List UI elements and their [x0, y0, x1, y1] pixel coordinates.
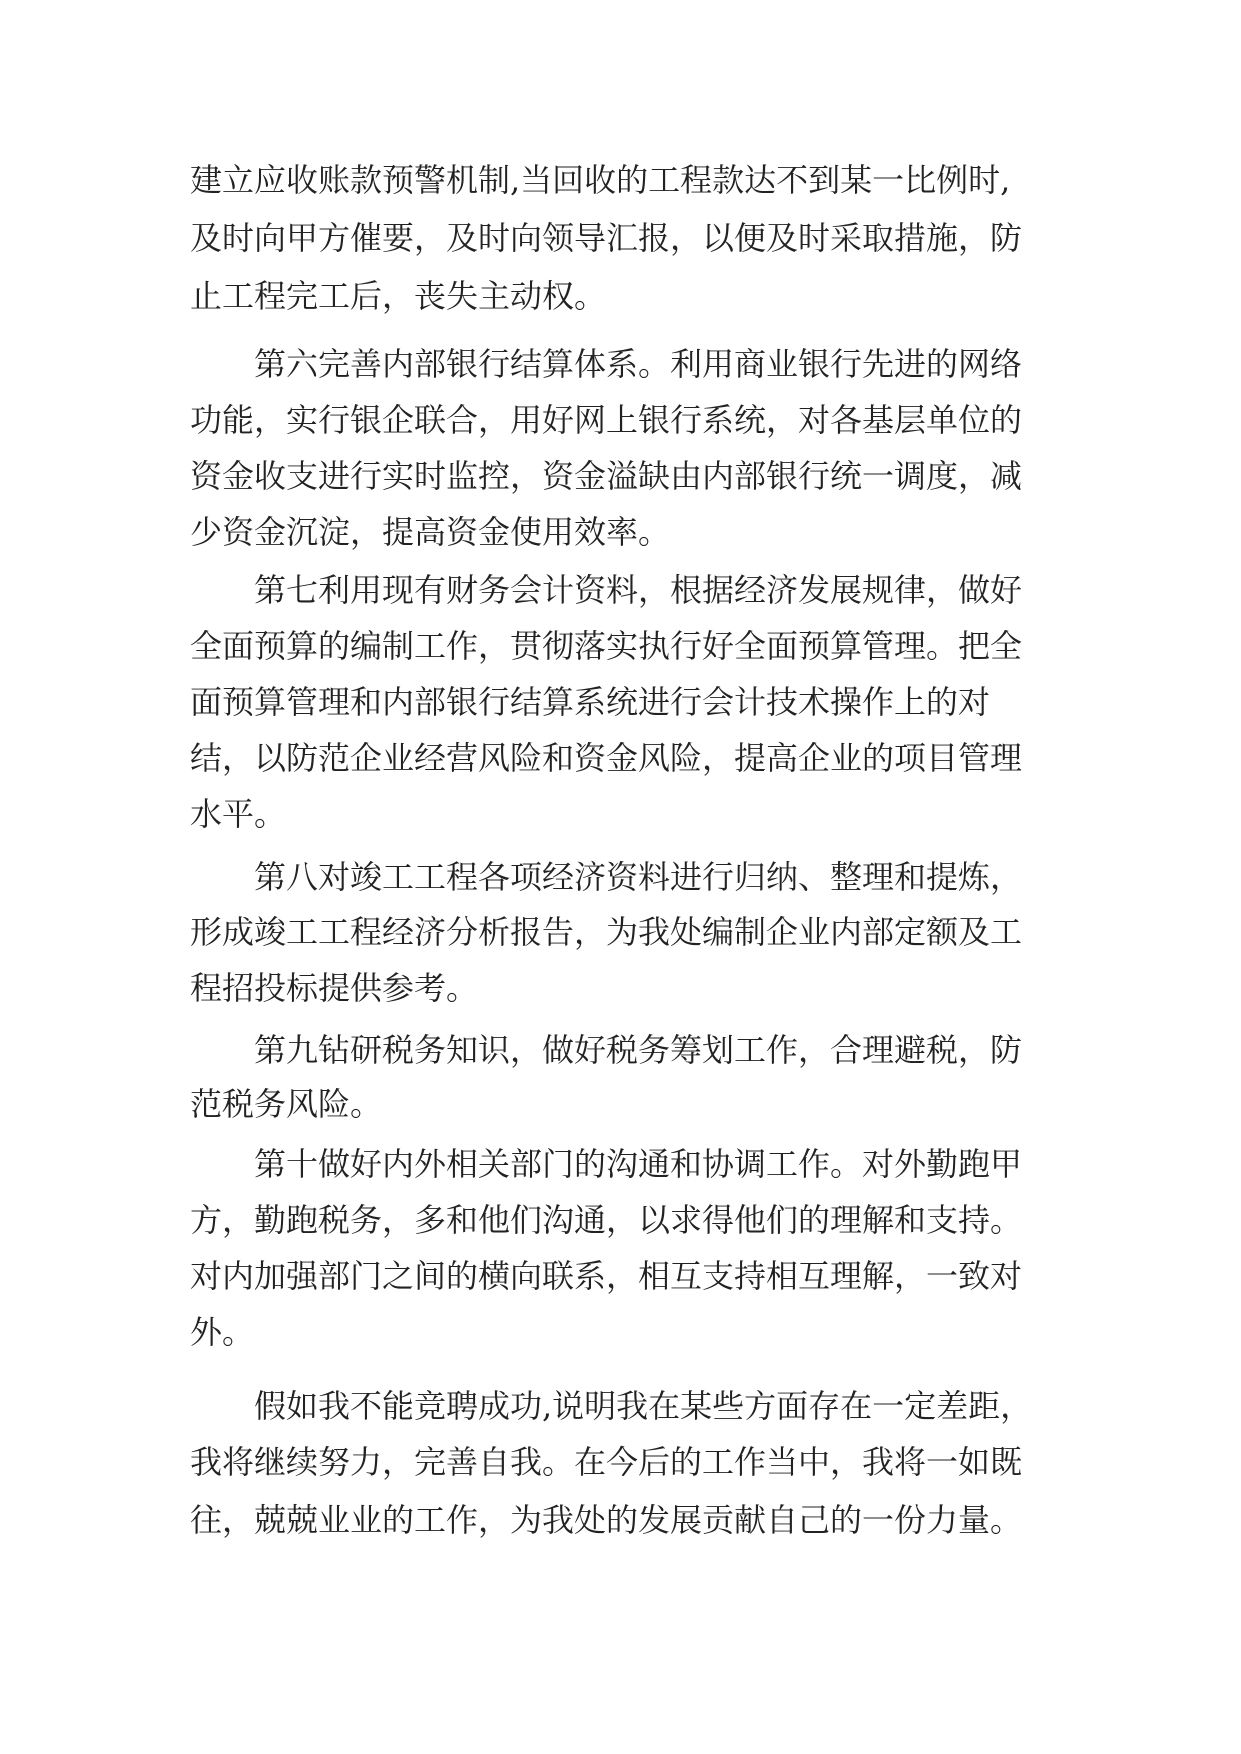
text-line: 程招投标提供参考。 — [190, 969, 479, 1007]
paragraph-first-line: 第六完善内部银行结算体系。利用商业银行先进的网络 — [254, 345, 1023, 383]
text-line: 方，勤跑税务，多和他们沟通，以求得他们的理解和支持。 — [190, 1201, 1023, 1239]
paragraph-first-line: 第七利用现有财务会计资料，根据经济发展规律，做好 — [254, 571, 1023, 609]
text-line: 外。 — [190, 1313, 255, 1351]
text-line: 止工程完工后，丧失主动权。 — [190, 277, 607, 315]
text-line: 及时向甲方催要，及时向领导汇报，以便及时采取措施，防 — [190, 219, 1023, 257]
text-line: 范税务风险。 — [190, 1085, 383, 1123]
paragraph-first-line: 假如我不能竞聘成功,说明我在某些方面存在一定差距， — [254, 1387, 1033, 1425]
text-line: 少资金沉淀，提高资金使用效率。 — [190, 513, 671, 551]
text-line: 形成竣工工程经济分析报告，为我处编制企业内部定额及工 — [190, 913, 1023, 951]
paragraph-first-line: 第九钻研税务知识，做好税务筹划工作，合理避税，防 — [254, 1031, 1023, 1069]
paragraph-first-line: 第十做好内外相关部门的沟通和协调工作。对外勤跑甲 — [254, 1145, 1023, 1183]
text-line: 我将继续努力，完善自我。在今后的工作当中，我将一如既 — [190, 1443, 1023, 1481]
text-line: 建立应收账款预警机制,当回收的工程款达不到某一比例时, — [190, 161, 1011, 199]
text-line: 水平。 — [190, 795, 287, 833]
text-line: 对内加强部门之间的横向联系，相互支持相互理解，一致对 — [190, 1257, 1023, 1295]
text-line: 全面预算的编制工作，贯彻落实执行好全面预算管理。把全 — [190, 627, 1023, 665]
text-line: 往，兢兢业业的工作，为我处的发展贡献自己的一份力量。 — [190, 1501, 1023, 1539]
text-line: 结，以防范企业经营风险和资金风险，提高企业的项目管理 — [190, 739, 1023, 777]
text-line: 资金收支进行实时监控，资金溢缺由内部银行统一调度，减 — [190, 457, 1023, 495]
text-line: 功能，实行银企联合，用好网上银行系统，对各基层单位的 — [190, 401, 1023, 439]
paragraph-first-line: 第八对竣工工程各项经济资料进行归纳、整理和提炼， — [254, 858, 1023, 896]
text-line: 面预算管理和内部银行结算系统进行会计技术操作上的对 — [190, 683, 991, 721]
